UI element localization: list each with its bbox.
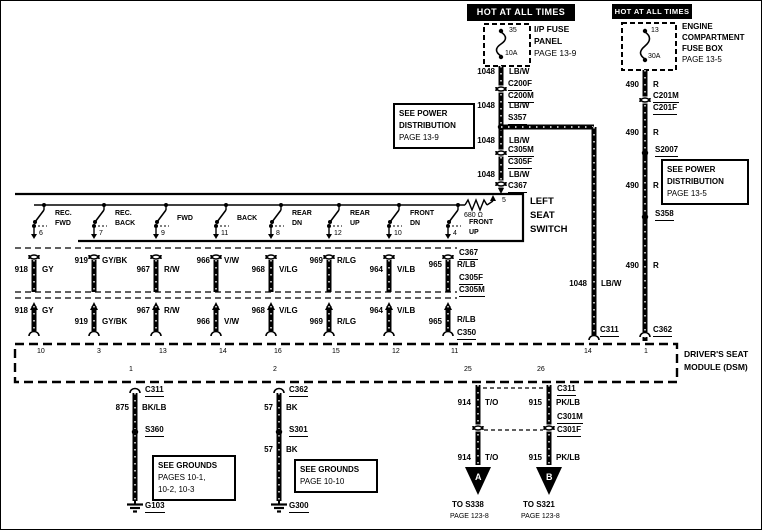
circuit-490-number: 490 — [625, 181, 639, 190]
circuit-number-row1: 918 — [14, 265, 28, 274]
circuit-color-row2: V/LG — [279, 306, 298, 315]
circuit-1048-number: 1048 — [477, 136, 495, 145]
connector-c201f: C201F — [653, 103, 677, 115]
circuit-color-row1: R/LB — [457, 260, 476, 269]
dsm-bottom-pin: 1 — [129, 366, 133, 373]
dsm-bottom-pin: 2 — [273, 366, 277, 373]
switch-function-label: DN — [410, 220, 421, 227]
engine-fuse-box-caption — [682, 21, 745, 65]
caption-line: FUSE BOX — [682, 44, 723, 53]
circuit-color-row2: R/W — [164, 306, 180, 315]
circuit-490-color: R — [653, 128, 659, 137]
circuit-number-row1: 968 — [251, 265, 265, 274]
ground-connector: C362 — [289, 385, 308, 397]
circuit-number-row1: 969 — [309, 256, 323, 265]
note-power-distribution-right — [661, 159, 749, 205]
resistor-680-value: 680 Ω — [464, 212, 483, 219]
circuit-number-row1: 919 — [74, 256, 88, 265]
switch-function-label: FWD — [55, 220, 71, 227]
circuit-number-row2: 967 — [136, 306, 150, 315]
dsm-pin: 14 — [219, 348, 227, 355]
ground-wire-number: 875 — [115, 403, 129, 412]
connector-c301f: C301F — [557, 425, 581, 437]
note-page-ref: 10-2, 10-3 — [158, 485, 195, 494]
circuit-1048-color: LB/W — [509, 170, 530, 179]
switch-function-label: FRONT — [469, 219, 494, 226]
circuit-color-row1: V/LG — [279, 265, 298, 274]
circuit-1048-color: LB/W — [509, 101, 530, 110]
left-seat-switch-label — [530, 195, 567, 237]
output-destination: TO S338 — [452, 500, 484, 509]
output-wire-color: T/O — [485, 398, 499, 407]
caption-line: ENGINE — [682, 22, 713, 31]
circuit-color-row2: R/LG — [337, 317, 357, 326]
label-line: MODULE (DSM) — [684, 362, 748, 372]
ground-wire-color: BK/LB — [142, 403, 167, 412]
caption-line: COMPARTMENT — [682, 33, 745, 42]
note-page-ref: PAGE 13-5 — [667, 189, 707, 198]
seat-switch-pin: 9 — [161, 230, 165, 237]
note-line: SEE GROUNDS — [158, 461, 218, 470]
circuit-1048-number: 1048 — [477, 101, 495, 110]
circuit-number-row1: 964 — [369, 265, 383, 274]
dsm-pin: 15 — [332, 348, 340, 355]
ground-wire-number: 57 — [264, 403, 273, 412]
circuit-490-number: 490 — [625, 261, 639, 270]
note-page-ref: PAGE 10-10 — [300, 477, 345, 486]
caption-page-ref: PAGE 13-5 — [682, 55, 722, 64]
switch-function-label: BACK — [237, 215, 258, 222]
circuit-1048-number: 1048 — [477, 170, 495, 179]
branch-1048-color: LB/W — [601, 279, 622, 288]
circuit-490-number: 490 — [625, 128, 639, 137]
output-wire-color: T/O — [485, 453, 499, 462]
dsm-pin: 13 — [159, 348, 167, 355]
connector-c362-dsm: C362 — [653, 325, 672, 337]
fuse-id-left: 35 — [509, 27, 517, 34]
seat-switch-pin: 8 — [276, 230, 280, 237]
seat-switch-pin: 10 — [394, 230, 402, 237]
circuit-color-row1: R/LG — [337, 256, 357, 265]
output-destination-page: PAGE 123-8 — [521, 513, 560, 520]
seat-switch-pin: 4 — [453, 230, 457, 237]
label-line: DRIVER'S SEAT — [684, 349, 749, 359]
switch-function-label: FWD — [177, 215, 193, 222]
dsm-pin: 12 — [392, 348, 400, 355]
dsm-bottom-pin: 26 — [537, 366, 545, 373]
output-wire-number: 915 — [528, 453, 542, 462]
output-wire-color: PK/LB — [556, 398, 580, 407]
circuit-color-row1: R/W — [164, 265, 180, 274]
switch-function-label: REC. — [115, 210, 132, 217]
dsm-pin: 16 — [274, 348, 282, 355]
connector-c301m: C301M — [557, 412, 583, 424]
circuit-1048-number: 1048 — [477, 67, 495, 76]
switch-function-label: REC. — [55, 210, 72, 217]
switch-function-label: UP — [350, 220, 360, 227]
circuit-1048-color: LB/W — [509, 67, 530, 76]
circuit-color-row2: GY/BK — [102, 317, 128, 326]
switch-function-label: BACK — [115, 220, 136, 227]
dsm-label — [684, 348, 748, 374]
note-line: DISTRIBUTION — [667, 177, 724, 186]
circuit-number-row1: 966 — [196, 256, 210, 265]
note-page-ref: PAGE 13-9 — [399, 133, 439, 142]
connector-c311-output: C311 — [557, 384, 576, 396]
output-wire-color: PK/LB — [556, 453, 580, 462]
dsm-pin: 3 — [97, 348, 101, 355]
dsm-pin: 11 — [451, 348, 459, 355]
ip-fuse-panel-caption — [534, 23, 576, 59]
circuit-color-row2: R/LB — [457, 315, 476, 324]
circuit-number-row2: 919 — [74, 317, 88, 326]
note-grounds-right — [294, 459, 378, 493]
caption-line: I/P FUSE — [534, 24, 570, 34]
fuse-rating-left: 10A — [505, 50, 518, 57]
connector-c305m-grid: C305M — [459, 285, 485, 297]
note-page-ref: PAGES 10-1, — [158, 473, 206, 482]
seat-switch-pin: 7 — [99, 230, 103, 237]
connector-c200m: C200M — [508, 91, 534, 103]
ground-id: G300 — [289, 501, 309, 513]
seat-switch-pin: 12 — [334, 230, 342, 237]
fuse-id-right: 13 — [651, 27, 659, 34]
splice-s2007: S2007 — [655, 145, 678, 157]
ground-id: G103 — [145, 501, 165, 513]
connector-c367: C367 — [508, 181, 527, 193]
label-line: LEFT — [530, 196, 554, 207]
circuit-color-row1: V/W — [224, 256, 240, 265]
circuit-color-row1: V/LB — [397, 265, 416, 274]
switch-function-label: REAR — [350, 210, 370, 217]
caption-page-ref: PAGE 13-9 — [534, 48, 577, 58]
seat-switch-pin: 11 — [221, 230, 229, 237]
circuit-color-row2: GY — [42, 306, 54, 315]
ground-wire-color: BK — [286, 403, 298, 412]
circuit-number-row2: 964 — [369, 306, 383, 315]
note-line: DISTRIBUTION — [399, 121, 456, 130]
connector-c305f-grid: C305F — [459, 273, 483, 285]
flow-arrow-letter: B — [546, 472, 553, 482]
output-destination-page: PAGE 123-8 — [450, 513, 489, 520]
connector-c311-dsm: C311 — [600, 325, 619, 337]
dsm-pin: 10 — [37, 348, 45, 355]
circuit-number-row2: 968 — [251, 306, 265, 315]
circuit-number-row1: 965 — [428, 260, 442, 269]
ground-wire-number: 57 — [264, 445, 273, 454]
connector-c350-grid: C350 — [457, 328, 476, 340]
circuit-number-row2: 969 — [309, 317, 323, 326]
note-line: SEE POWER — [399, 109, 448, 118]
note-grounds-left — [152, 455, 236, 501]
switch-function-label: FRONT — [410, 210, 435, 217]
label-line: SWITCH — [530, 224, 568, 235]
circuit-number-row1: 967 — [136, 265, 150, 274]
note-line: SEE POWER — [667, 165, 716, 174]
connector-c201m: C201M — [653, 91, 679, 103]
seat-switch-pin: 6 — [39, 230, 43, 237]
switch-function-label: UP — [469, 229, 479, 236]
circuit-490-color: R — [653, 80, 659, 89]
switch-function-label: DN — [292, 220, 303, 227]
circuit-color-row1: GY/BK — [102, 256, 128, 265]
connector-c367-grid: C367 — [459, 248, 478, 260]
hot-banner-left: HOT AT ALL TIMES — [467, 4, 575, 21]
dsm-pin-1: 1 — [644, 348, 648, 355]
ground-wire-color: BK — [286, 445, 298, 454]
output-wire-number: 915 — [528, 398, 542, 407]
output-destination: TO S321 — [523, 500, 555, 509]
hot-banner-right: HOT AT ALL TIMES — [612, 4, 692, 19]
ground-splice: S301 — [289, 425, 308, 437]
output-wire-number: 914 — [457, 453, 471, 462]
dsm-bottom-pin: 25 — [464, 366, 472, 373]
switch-function-label: REAR — [292, 210, 312, 217]
connector-c200f: C200F — [508, 79, 532, 91]
note-power-distribution-left — [393, 103, 475, 149]
output-wire-number: 914 — [457, 398, 471, 407]
branch-1048-number: 1048 — [569, 279, 587, 288]
circuit-1048-color: LB/W — [509, 136, 530, 145]
circuit-490-color: R — [653, 181, 659, 190]
dsm-pin-14: 14 — [584, 348, 592, 355]
circuit-number-row2: 965 — [428, 317, 442, 326]
seat-switch-pin-5: 5 — [502, 197, 506, 204]
circuit-color-row2: V/LB — [397, 306, 416, 315]
connector-c305m: C305M — [508, 145, 534, 157]
ground-connector: C311 — [145, 385, 164, 397]
splice-s357: S357 — [508, 113, 527, 125]
flow-arrow-letter: A — [475, 472, 482, 482]
circuit-490-color: R — [653, 261, 659, 270]
circuit-color-row2: V/W — [224, 317, 240, 326]
circuit-number-row2: 966 — [196, 317, 210, 326]
circuit-490-number: 490 — [625, 80, 639, 89]
note-line: SEE GROUNDS — [300, 465, 360, 474]
circuit-number-row2: 918 — [14, 306, 28, 315]
caption-line: PANEL — [534, 36, 563, 46]
fuse-rating-right: 30A — [648, 53, 661, 60]
label-line: SEAT — [530, 210, 555, 221]
ground-splice: S360 — [145, 425, 164, 437]
connector-c305f: C305F — [508, 157, 532, 169]
splice-s358: S358 — [655, 209, 674, 221]
circuit-color-row1: GY — [42, 265, 54, 274]
